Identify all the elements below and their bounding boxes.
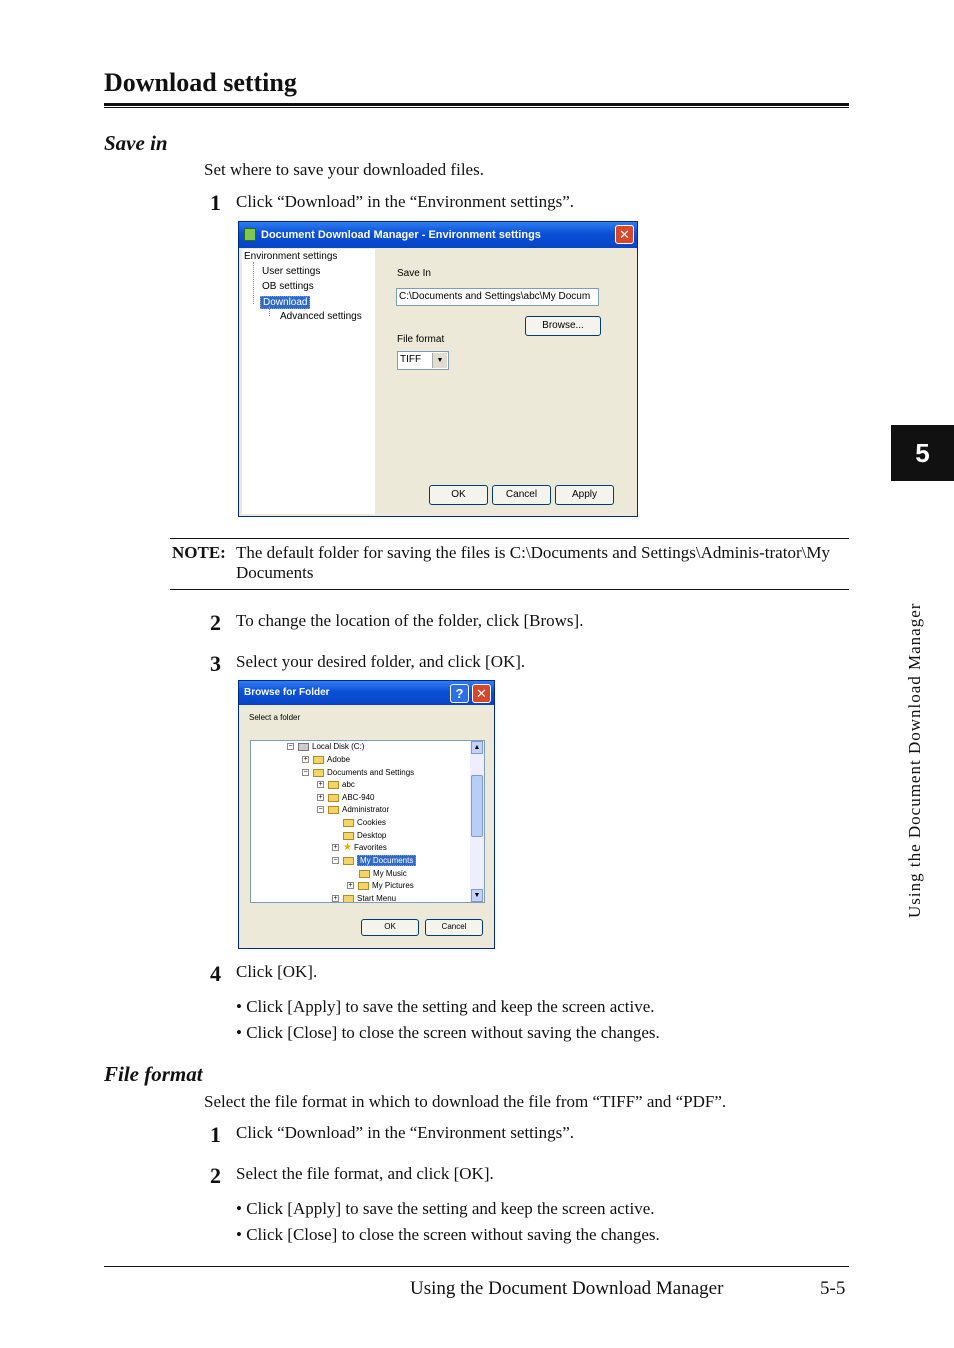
footer-rule <box>104 1266 849 1267</box>
note-rule-bottom <box>170 589 849 590</box>
tree-item[interactable]: + ★ Favorites <box>333 842 387 853</box>
file-format-select[interactable] <box>397 351 449 370</box>
file-format-label: File format <box>397 334 445 345</box>
scroll-up-icon[interactable]: ▲ <box>471 741 483 754</box>
close-icon[interactable]: ✕ <box>472 684 491 703</box>
note-text: The default folder for saving the files is C:\Documents and Settings\Adminis-trator\My Documents <box>236 543 830 582</box>
step-text: Select the file format, and click [OK]. <box>236 1164 494 1183</box>
bullet-item: • Click [Apply] to save the setting and keep the screen active. <box>236 997 655 1016</box>
close-icon[interactable]: ✕ <box>615 225 634 244</box>
tree-item-advanced-settings[interactable]: Advanced settings <box>280 311 362 322</box>
step-text: Click “Download” in the “Environment settings”. <box>236 192 575 211</box>
tree-item[interactable]: + My Pictures <box>348 881 414 890</box>
heading-rule <box>104 103 849 106</box>
ok-button[interactable]: OK <box>429 485 488 505</box>
section-title-save-in: Save in <box>104 131 168 155</box>
cancel-button[interactable]: Cancel <box>492 485 551 505</box>
tree-item-ob-settings[interactable]: OB settings <box>262 281 314 292</box>
side-chapter-label: Using the Document Download Manager <box>905 602 924 918</box>
browse-button[interactable]: Browse... <box>525 316 601 336</box>
folder-tree <box>250 740 485 903</box>
page-heading: Download setting <box>104 68 297 97</box>
step-number: 1 <box>210 1122 221 1147</box>
tree-item[interactable]: − Administrator <box>318 805 390 814</box>
tree-item[interactable]: Cookies <box>343 817 386 829</box>
tree-item[interactable]: + abc <box>318 780 355 789</box>
select-folder-prompt: Select a folder <box>249 713 301 722</box>
step-text: To change the location of the folder, click [Brows]. <box>236 611 584 630</box>
apply-button[interactable]: Apply <box>555 485 614 505</box>
scrollbar[interactable] <box>470 741 484 902</box>
save-in-field[interactable]: C:\Documents and Settings\abc\My Docum <box>396 288 599 306</box>
bullet-item: • Click [Close] to close the screen without saving the changes. <box>236 1225 660 1244</box>
environment-settings-dialog <box>238 221 638 517</box>
tree-item-selected[interactable]: − My Documents <box>332 855 416 867</box>
step-text: Click [OK]. <box>236 962 318 981</box>
tree-item[interactable]: Desktop <box>343 830 386 842</box>
step-number: 2 <box>210 1163 221 1188</box>
cancel-button[interactable]: Cancel <box>425 919 483 936</box>
tree-item[interactable]: + ABC-940 <box>318 793 375 802</box>
help-icon[interactable]: ? <box>450 684 469 703</box>
tree-item[interactable]: + Adobe <box>303 755 351 764</box>
save-in-intro: Set where to save your downloaded files. <box>204 160 484 179</box>
page-number: 5-5 <box>820 1278 846 1299</box>
footer-text: Using the Document Download Manager <box>410 1278 724 1299</box>
dialog-titlebar <box>239 222 637 248</box>
scroll-thumb[interactable] <box>471 775 483 837</box>
settings-tree <box>242 249 375 514</box>
bullet-item: • Click [Close] to close the screen without saving the changes. <box>236 1023 660 1042</box>
dialog-title: Browse for Folder <box>244 687 330 698</box>
heading-rule-thin <box>104 107 849 108</box>
dialog-titlebar <box>239 681 494 705</box>
tree-item-user-settings[interactable]: User settings <box>262 266 321 277</box>
tree-item-download[interactable]: Download <box>260 296 310 309</box>
tree-item[interactable]: − Documents and Settings <box>303 768 415 777</box>
step-number: 2 <box>210 610 221 635</box>
bullet-item: • Click [Apply] to save the setting and keep the screen active. <box>236 1199 655 1218</box>
browse-for-folder-dialog <box>238 680 495 949</box>
chapter-tab: 5 <box>891 425 954 481</box>
note-rule-top <box>170 538 849 539</box>
tree-item[interactable]: My Music <box>359 868 407 880</box>
chevron-down-icon[interactable]: ▼ <box>432 353 447 368</box>
save-in-label: Save In <box>397 268 431 279</box>
step-text: Click “Download” in the “Environment settings”. <box>236 1123 575 1142</box>
step-number: 4 <box>210 961 221 986</box>
tree-item[interactable]: − Local Disk (C:) <box>288 742 365 751</box>
dialog-body <box>239 705 494 948</box>
app-icon <box>244 228 256 241</box>
section-title-file-format: File format <box>104 1062 203 1086</box>
step-number: 3 <box>210 651 221 676</box>
dialog-title: Document Download Manager - Environment settings <box>261 229 541 241</box>
file-format-intro: Select the file format in which to download the file from “TIFF” and “PDF”. <box>204 1092 727 1111</box>
tree-item[interactable]: + Start Menu <box>333 894 397 903</box>
dialog-body <box>239 248 637 516</box>
scroll-down-icon[interactable]: ▼ <box>471 889 483 902</box>
step-text: Select your desired folder, and click [OK]. <box>236 652 526 671</box>
file-format-value: TIFF <box>400 354 422 365</box>
tree-item-environment-settings[interactable]: Environment settings <box>244 251 338 262</box>
note-label: NOTE: <box>172 543 226 562</box>
ok-button[interactable]: OK <box>361 919 419 936</box>
step-number: 1 <box>210 190 221 215</box>
